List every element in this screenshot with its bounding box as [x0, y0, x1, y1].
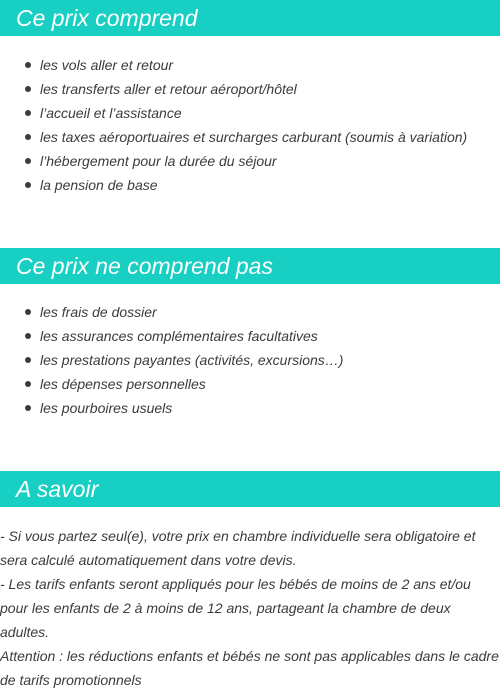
section-header-info: A savoir: [0, 471, 500, 507]
bullet-icon: [25, 110, 31, 116]
list-item: [0, 101, 500, 125]
list-item-text: l’accueil et l’assistance: [40, 105, 182, 121]
list-item-text: les prestations payantes (activités, excursions…): [40, 352, 344, 368]
list-item-text: les pourboires usuels: [40, 400, 173, 416]
section-header-not-included: Ce prix ne comprend pas: [0, 248, 500, 284]
info-paragraph: - Les tarifs enfants seront appliqués pour les bébés de moins de 2 ans et/ou pour les enfants de 2 à moins de 12 ans, partageant la chambre de deux adultes.: [0, 576, 471, 640]
bullet-icon: [25, 405, 31, 411]
bullet-icon: [25, 62, 31, 68]
list-item: [0, 149, 500, 173]
list-item: [0, 324, 500, 348]
list-item: [0, 77, 500, 101]
list-item-text: les dépenses personnelles: [40, 376, 206, 392]
bullet-icon: [25, 309, 31, 315]
info-paragraph: - Si vous partez seul(e), votre prix en chambre individuelle sera obligatoire et sera calculé automatiquement dans votre devis.: [0, 528, 476, 568]
bullet-icon: [25, 134, 31, 140]
list-item-text: les taxes aéroportuaires et surcharges carburant (soumis à variation): [40, 129, 468, 145]
list-item: [0, 173, 500, 197]
list-item: [0, 372, 500, 396]
bullet-icon: [25, 333, 31, 339]
info-text: [0, 524, 500, 692]
not-included-list: [0, 300, 500, 420]
bullet-icon: [25, 182, 31, 188]
list-item: [0, 348, 500, 372]
bullet-icon: [25, 158, 31, 164]
list-item-text: les vols aller et retour: [40, 57, 174, 73]
bullet-icon: [25, 86, 31, 92]
bullet-icon: [25, 381, 31, 387]
list-item-text: la pension de base: [40, 177, 158, 193]
list-item: [0, 300, 500, 324]
list-item-text: l’hébergement pour la durée du séjour: [40, 153, 277, 169]
section-header-included: Ce prix comprend: [0, 0, 500, 36]
list-item: [0, 396, 500, 420]
list-item-text: les frais de dossier: [40, 304, 157, 320]
bullet-icon: [25, 357, 31, 363]
included-list: [0, 53, 500, 197]
list-item-text: les assurances complémentaires facultatives: [40, 328, 318, 344]
info-paragraph: Attention : les réductions enfants et bébés ne sont pas applicables dans le cadre de tarifs promotionnels: [0, 648, 499, 688]
list-item: [0, 53, 500, 77]
list-item-text: les transferts aller et retour aéroport/hôtel: [40, 81, 297, 97]
list-item: [0, 125, 500, 149]
